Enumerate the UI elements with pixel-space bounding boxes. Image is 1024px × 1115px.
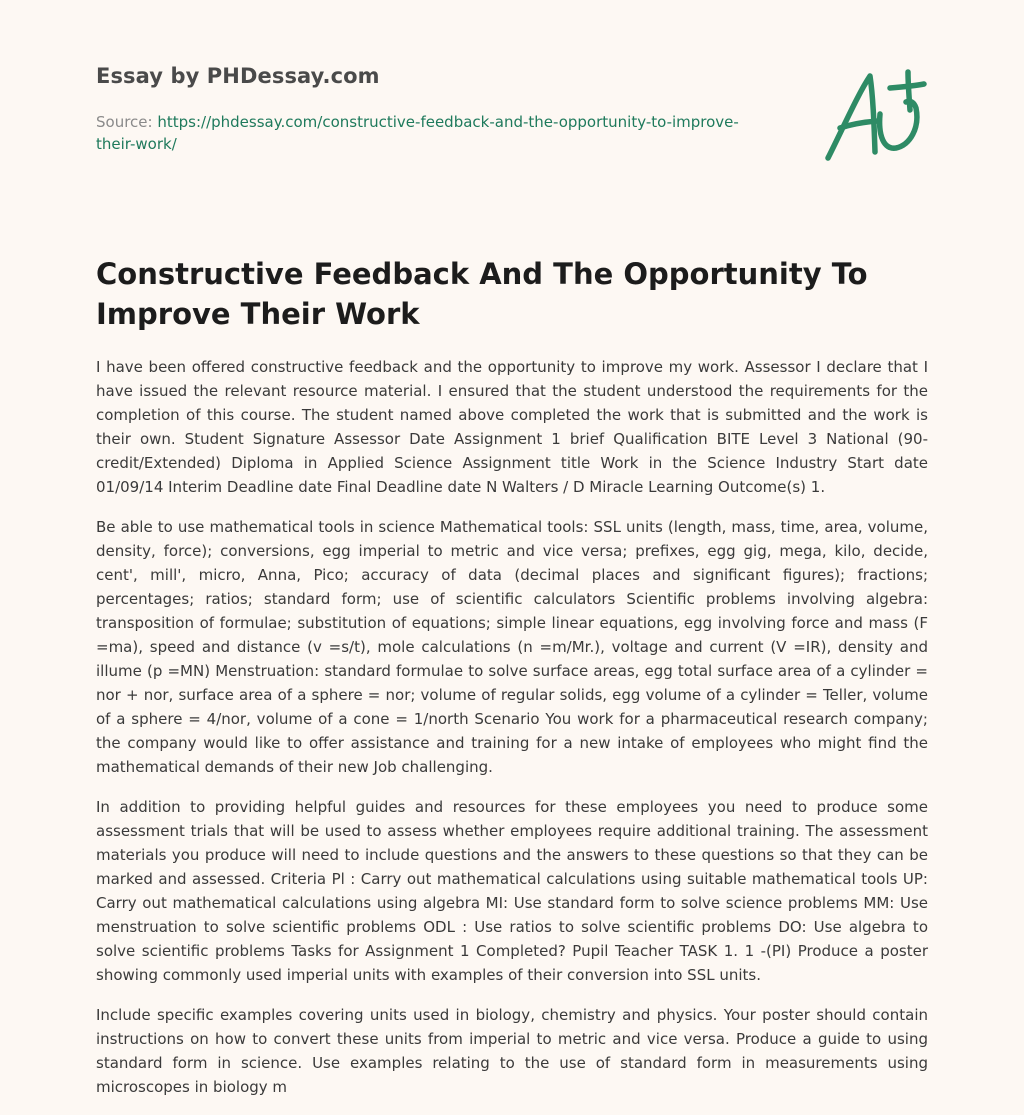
essay-paragraph: I have been offered constructive feedback and the opportunity to improve my work. Assessor I declare that I have issued the relevant resource material. I ensured that the student understood the requirements for the completion of this course. The student named above completed the work that is submitted and the work is their own. Student Signature Assessor Date Assignment 1 brief Qualification BITE Level 3 National (90-credit/Extended) Diploma in Applied Science Assignment title Work in the Science Industry Start date 01/09/14 Interim Deadline date Final Deadline date N Walters / D Miracle Learning Outcome(s) 1.	[96, 358, 928, 496]
essay-paragraph: Be able to use mathematical tools in science Mathematical tools: SSL units (length, mass, time, area, volume, density, force); conversions, egg imperial to metric and vice versa; prefixes, egg gig, mega, kilo, decide, cent', mill', micro, Anna, Pico; accuracy of data (decimal places and significant figures); fractions; percentages; ratios; standard form; use of scientific calculators Scientific problems involving algebra: transposition of formulae; substitution of equations; simple linear equations, egg involving force and mass (F =ma), speed and distance (v =s/t), mole calculations (n =m/Mr.), voltage and current (V =IR), density and illume (p =MN) Menstruation: standard formulae to solve surface areas, egg total surface area of a cylinder = nor + nor, surface area of a sphere = nor; volume of regular solids, egg volume of a cylinder = Teller, volume of a sphere = 4/nor, volume of a cone = 1/north Scenario You work for a pharmaceutical research company; the company would like to offer assistance and training for a new intake of employees who might find the mathematical demands of their new Job challenging.	[96, 518, 928, 776]
source-link[interactable]: https://phdessay.com/constructive-feedback-and-the-opportunity-to-improve-their-work/	[96, 113, 739, 153]
essay-title: Constructive Feedback And The Opportunity To Improve Their Work	[96, 257, 868, 331]
essay-paragraph: Include specific examples covering units used in biology, chemistry and physics. Your poster should contain instructions on how to convert these units from imperial to metric and vice versa. Produce a guide to using standard form in science. Use examples relating to the use of standard form in measurements using microscopes in biology m	[96, 1006, 928, 1096]
source-line	[96, 111, 756, 155]
source-label: Source:	[96, 113, 153, 131]
essay-paragraph: In addition to providing helpful guides and resources for these employees you need to produce some assessment trials that will be used to assess whether employees require additional training. The assessment materials you produce will need to include questions and the answers to these questions so that they can be marked and assessed. Criteria Pl : Carry out mathematical calculations using suitable mathematical tools UP: Carry out mathematical calculations using algebra MI: Use standard form to solve science problems MM: Use menstruation to solve scientific problems ODL : Use ratios to solve scientific problems DO: Use algebra to solve scientific problems Tasks for Assignment 1 Completed? Pupil Teacher TASK 1. 1 -(PI) Produce a poster showing commonly used imperial units with examples of their conversion into SSL units.	[96, 798, 928, 984]
a-plus-grade-icon	[818, 66, 930, 166]
site-brand: Essay by PHDessay.com	[96, 64, 380, 88]
essay-body	[96, 355, 928, 1115]
